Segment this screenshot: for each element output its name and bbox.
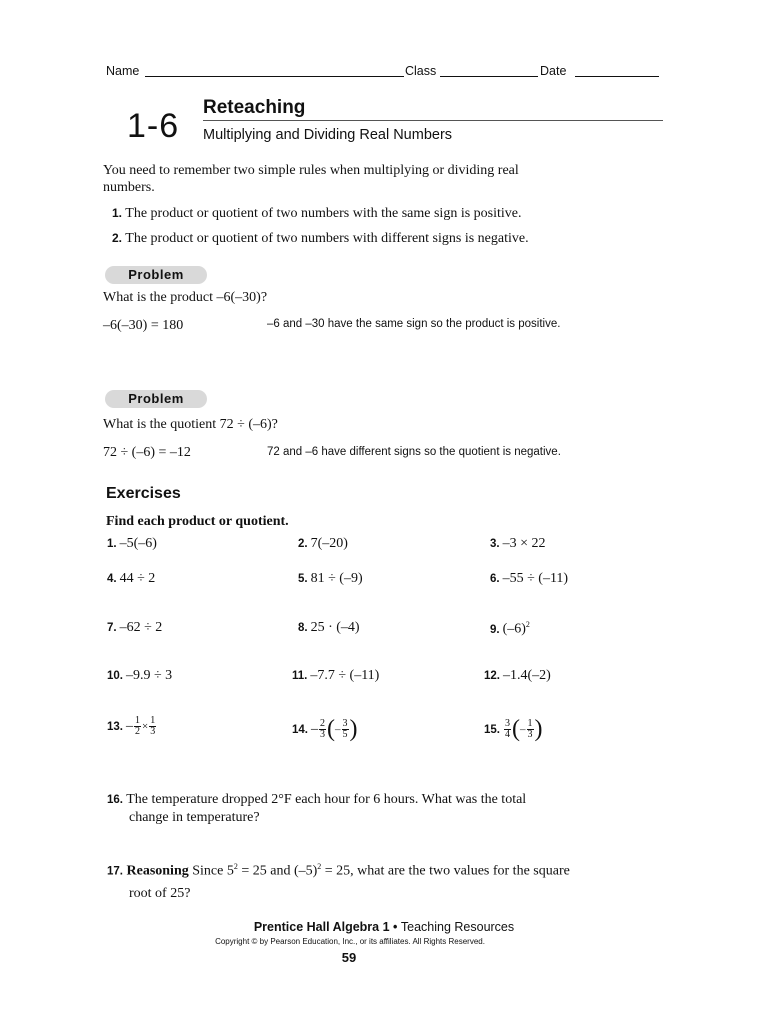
lesson-subtitle: Multiplying and Dividing Real Numbers <box>203 127 453 143</box>
rule-1 <box>112 205 521 222</box>
date-label: Date <box>540 64 567 78</box>
sign: – <box>126 718 133 734</box>
exercise-number: 9. <box>490 623 500 636</box>
exercise-12 <box>484 668 551 684</box>
operator: – <box>520 723 526 736</box>
exercise-number: 12. <box>484 670 500 682</box>
book-title: Prentice Hall Algebra 1 <box>253 920 390 934</box>
exercise-expression: (–6) <box>502 621 526 637</box>
page-number: 59 <box>341 950 357 965</box>
rule-1-number: 1. <box>112 206 123 220</box>
left-paren-icon: ( <box>512 716 520 742</box>
name-label: Name <box>106 64 140 78</box>
fraction: $\frac{2}{3}$ <box>320 718 325 740</box>
problem-1-work: –6(–30) = 180 <box>103 318 184 333</box>
copyright: Copyright © by Pearson Education, Inc., or its affiliates. All Rights Reserved. <box>215 937 485 946</box>
exercise-4 <box>107 571 155 587</box>
footer-book-line <box>0 920 768 934</box>
exercise-number: 11. <box>292 670 308 682</box>
exercise-8 <box>298 620 360 636</box>
exercise-expression: –1.4(–2) <box>503 668 551 683</box>
exercise-expression: 25 · (–4) <box>310 620 360 635</box>
exercise-16-line2: change in temperature? <box>129 810 260 825</box>
sign: – <box>311 721 318 737</box>
exercise-17-line2: root of 25? <box>129 885 191 901</box>
fraction: $\frac{1}{2}$ <box>135 715 140 737</box>
exercise-number: 2. <box>298 538 308 550</box>
operator: × <box>142 720 149 733</box>
exercise-number: 16. <box>107 794 123 806</box>
rule-2-number: 2. <box>112 231 123 245</box>
exercise-16-line1: The temperature dropped 2°F each hour for 6 hours. What was the total <box>126 792 527 807</box>
exercise-expression: 44 ÷ 2 <box>119 571 156 586</box>
class-label: Class <box>405 64 437 78</box>
operator: – <box>335 723 341 736</box>
fraction: $\frac{3}{4}$ <box>505 718 510 740</box>
exercise-5 <box>298 571 363 587</box>
rule-2-text: The product or quotient of two numbers with different signs is negative. <box>125 231 529 246</box>
name-field[interactable] <box>145 76 404 77</box>
problem-2-work: 72 ÷ (–6) = –12 <box>103 445 191 460</box>
exercise-expression: 7(–20) <box>310 536 348 551</box>
exercise-17-text-a: Since 5 <box>188 863 234 879</box>
exercise-expression: –3 × 22 <box>502 536 546 551</box>
problem-1-question: What is the product –6(–30)? <box>103 290 268 305</box>
exercise-number: 15. <box>484 723 500 736</box>
exercise-15 <box>484 716 543 743</box>
exercise-6 <box>490 571 568 587</box>
right-paren-icon: ) <box>349 716 358 742</box>
fraction: $\frac{3}{5}$ <box>342 718 348 740</box>
exercises-heading: Exercises <box>106 485 181 502</box>
exercise-11 <box>292 668 379 684</box>
exercise-expression: –55 ÷ (–11) <box>502 571 569 586</box>
exercise-number: 13. <box>107 720 123 733</box>
exercise-7 <box>107 620 162 636</box>
rule-2 <box>112 230 529 247</box>
problem-1-note: –6 and –30 have the same sign so the product is positive. <box>267 318 561 330</box>
exercise-13 <box>107 716 157 737</box>
exercise-17-text-b: = 25 and (–5) <box>237 863 318 879</box>
exercise-9 <box>490 620 530 638</box>
problem-2-question: What is the quotient 72 ÷ (–6)? <box>103 417 278 432</box>
exercise-number: 3. <box>490 538 500 550</box>
exercise-17-text-c: = 25, what are the two values for the square <box>321 863 570 879</box>
class-field[interactable] <box>440 76 538 77</box>
exercise-16 <box>107 791 667 827</box>
title-rule <box>203 120 663 121</box>
exponent: 2 <box>525 620 530 629</box>
exercise-2 <box>298 536 348 552</box>
exercise-number: 10. <box>107 670 123 682</box>
exercise-3 <box>490 536 546 552</box>
exercise-expression: –9.9 ÷ 3 <box>126 668 173 683</box>
fraction: $\frac{1}{3}$ <box>150 715 156 737</box>
exercise-number: 14. <box>292 723 308 736</box>
problem-badge-2: Problem <box>105 390 207 408</box>
exercise-14 <box>292 716 358 743</box>
exercises-instruction: Find each product or quotient. <box>106 514 289 529</box>
exercise-number: 7. <box>107 622 117 634</box>
left-paren-icon: ( <box>327 716 335 742</box>
problem-badge-1: Problem <box>105 266 207 284</box>
resource-name: Teaching Resources <box>400 920 515 934</box>
right-paren-icon: ) <box>534 716 543 742</box>
date-field[interactable] <box>575 76 659 77</box>
exercise-17: 17. Reasoning Since $5^2 = 25$ and $(-5)^2 = 25$, what are the two values for the square root of 25? <box>107 862 570 901</box>
exercise-1 <box>107 536 157 552</box>
exercise-number: 17. <box>107 865 123 878</box>
exercise-expression: –5(–6) <box>119 536 157 551</box>
fraction: $\frac{1}{3}$ <box>527 718 533 740</box>
exercise-expression: –62 ÷ 2 <box>119 620 163 635</box>
exercise-expression: –7.7 ÷ (–11) <box>310 668 380 683</box>
problem-2-note: 72 and –6 have different signs so the quotient is negative. <box>267 446 561 458</box>
exercise-number: 8. <box>298 622 308 634</box>
exercise-number: 1. <box>107 538 117 550</box>
lesson-title: Reteaching <box>203 97 306 118</box>
intro-text: You need to remember two simple rules when multiplying or dividing real numbers. <box>103 163 519 195</box>
rule-1-text: The product or quotient of two numbers with the same sign is positive. <box>125 206 522 221</box>
lesson-number: 1-6 <box>127 107 180 145</box>
exercise-number: 6. <box>490 573 500 585</box>
exercise-expression: 81 ÷ (–9) <box>310 571 363 586</box>
exercise-number: 5. <box>298 573 308 585</box>
reasoning-label: Reasoning <box>126 863 189 879</box>
exercise-10 <box>107 668 172 684</box>
separator: • <box>389 920 401 934</box>
exercise-number: 4. <box>107 573 117 585</box>
